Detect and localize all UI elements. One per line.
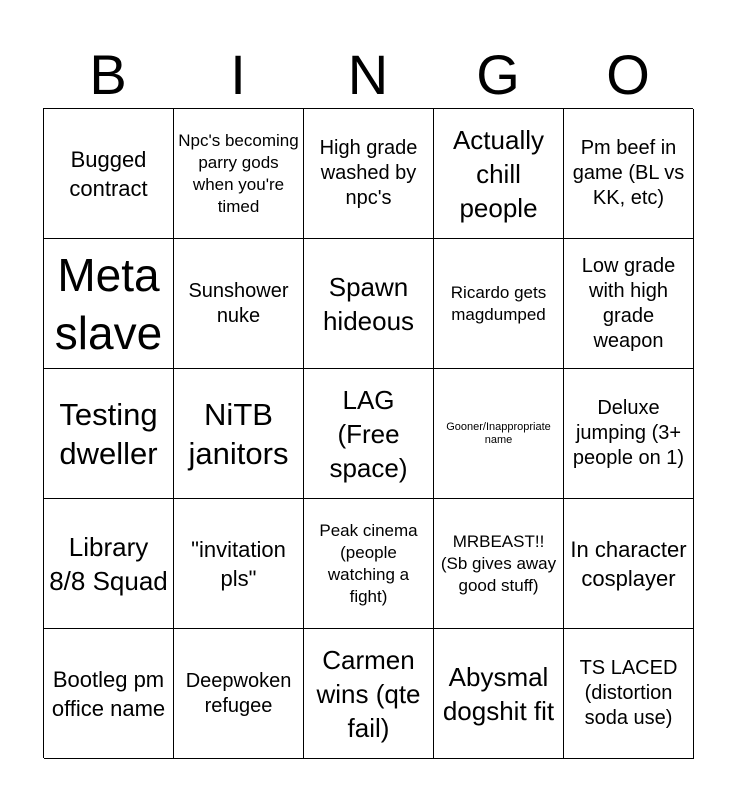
bingo-cell[interactable] bbox=[564, 369, 694, 499]
cell-text: LAG (Free space) bbox=[329, 384, 408, 483]
bingo-cell[interactable] bbox=[564, 499, 694, 629]
header-letter-o: O bbox=[606, 43, 650, 106]
cell-text: Bootleg pm office name bbox=[51, 666, 166, 721]
bingo-cell[interactable] bbox=[174, 629, 304, 759]
cell-text: High grade washed by npc's bbox=[319, 137, 418, 209]
bingo-cell[interactable] bbox=[44, 369, 174, 499]
cell-text: "invitation pls" bbox=[191, 536, 286, 591]
bingo-cell[interactable] bbox=[174, 499, 304, 629]
bingo-header bbox=[43, 42, 693, 108]
cell-text: Actually chill people bbox=[452, 124, 545, 223]
bingo-cell[interactable] bbox=[44, 499, 174, 629]
cell-text: Testing dweller bbox=[59, 396, 158, 471]
cell-text: Npc's becoming parry gods when you're timed bbox=[178, 130, 299, 216]
bingo-cell[interactable] bbox=[44, 629, 174, 759]
bingo-cell[interactable] bbox=[564, 109, 694, 239]
bingo-cell[interactable] bbox=[304, 369, 434, 499]
cell-text: Meta slave bbox=[54, 248, 163, 359]
bingo-cell[interactable] bbox=[434, 499, 564, 629]
bingo-cell[interactable] bbox=[564, 629, 694, 759]
bingo-cell[interactable] bbox=[304, 499, 434, 629]
cell-text: TS LACED (distortion soda use) bbox=[579, 657, 678, 729]
bingo-cell[interactable] bbox=[434, 239, 564, 369]
cell-text: Low grade with high grade weapon bbox=[581, 254, 676, 352]
header-letter-n: N bbox=[347, 43, 389, 106]
cell-text: MRBEAST!! (Sb gives away good stuff) bbox=[440, 531, 557, 595]
cell-text: Bugged contract bbox=[69, 146, 148, 201]
header-letter-b: B bbox=[89, 43, 127, 106]
cell-text: Peak cinema (people watching a fight) bbox=[319, 520, 418, 606]
bingo-cell[interactable] bbox=[44, 109, 174, 239]
bingo-cell[interactable] bbox=[564, 239, 694, 369]
cell-text: Spawn hideous bbox=[322, 271, 415, 336]
bingo-cell[interactable] bbox=[174, 239, 304, 369]
bingo-cell[interactable] bbox=[434, 629, 564, 759]
cell-text: NiTB janitors bbox=[188, 396, 289, 471]
bingo-cell[interactable] bbox=[304, 629, 434, 759]
cell-text: Library 8/8 Squad bbox=[49, 531, 168, 596]
cell-text: Abysmal dogshit fit bbox=[442, 661, 555, 726]
bingo-cell[interactable] bbox=[174, 369, 304, 499]
bingo-cell[interactable] bbox=[174, 109, 304, 239]
bingo-cell[interactable] bbox=[434, 109, 564, 239]
bingo-grid bbox=[43, 108, 693, 758]
cell-text: In character cosplayer bbox=[570, 536, 687, 591]
cell-text: Ricardo gets magdumped bbox=[450, 282, 547, 324]
bingo-cell[interactable] bbox=[44, 239, 174, 369]
cell-text: Sunshower nuke bbox=[188, 279, 289, 327]
cell-text: Pm beef in game (BL vs KK, etc) bbox=[572, 137, 685, 209]
cell-text: Deepwoken refugee bbox=[185, 669, 292, 717]
bingo-cell[interactable] bbox=[304, 239, 434, 369]
bingo-cell[interactable] bbox=[304, 109, 434, 239]
header-letter-i: I bbox=[230, 43, 246, 106]
header-letter-g: G bbox=[476, 43, 520, 106]
cell-text: Gooner/Inappropriate name bbox=[446, 420, 551, 446]
bingo-cell[interactable] bbox=[434, 369, 564, 499]
cell-text: Carmen wins (qte fail) bbox=[316, 644, 421, 743]
cell-text: Deluxe jumping (3+ people on 1) bbox=[572, 397, 685, 469]
